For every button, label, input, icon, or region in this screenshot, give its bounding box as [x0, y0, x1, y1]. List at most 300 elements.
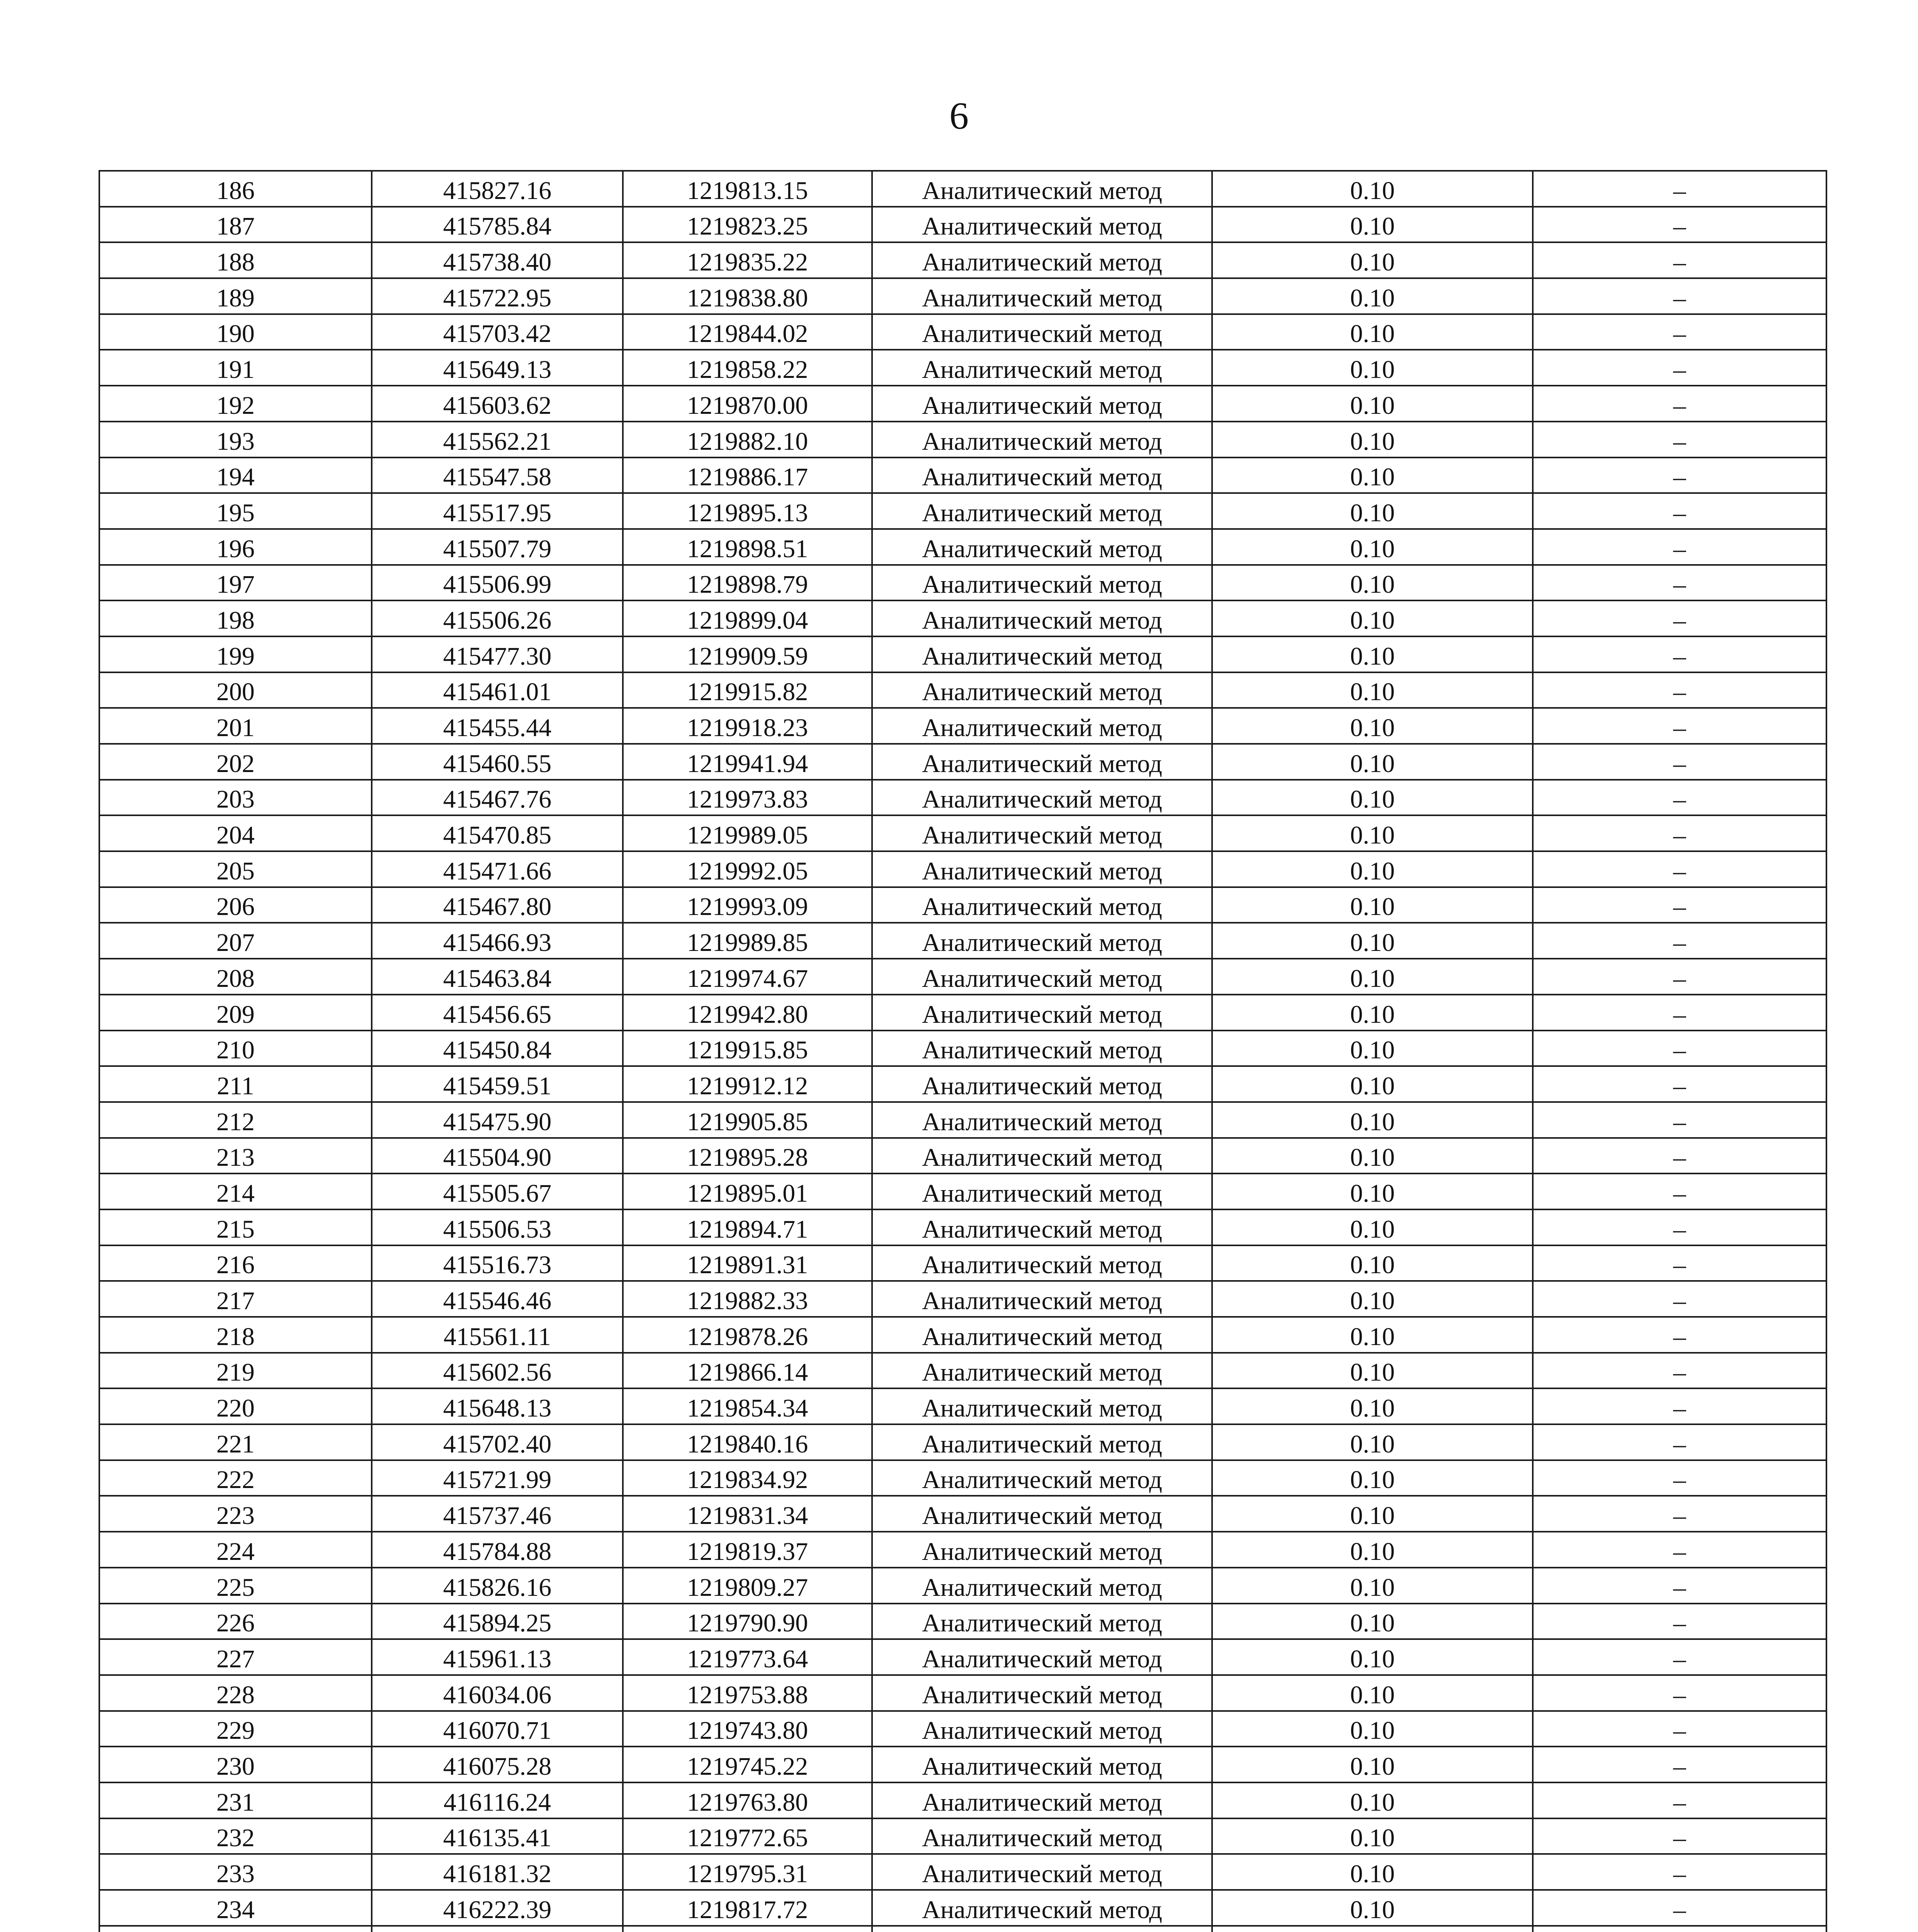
point-number-cell: 226 — [99, 1604, 372, 1639]
note-cell: – — [1533, 278, 1826, 314]
note-cell: – — [1533, 171, 1826, 207]
table-row — [99, 386, 1826, 422]
method-cell: Аналитический метод — [872, 815, 1212, 851]
x-coordinate-cell: 415466.93 — [372, 923, 623, 959]
table-row — [99, 1532, 1826, 1568]
point-number-cell: 189 — [99, 278, 372, 314]
point-number-cell: 197 — [99, 565, 372, 601]
point-number-cell: 207 — [99, 923, 372, 959]
method-cell: Аналитический метод — [872, 851, 1212, 887]
table-row — [99, 457, 1826, 493]
table-row — [99, 1604, 1826, 1639]
point-number-cell: 221 — [99, 1424, 372, 1460]
table-row — [99, 672, 1826, 708]
x-coordinate-cell: 416070.71 — [372, 1711, 623, 1747]
accuracy-cell: 0.10 — [1212, 278, 1533, 314]
accuracy-cell: 0.10 — [1212, 959, 1533, 995]
x-coordinate-cell: 415784.88 — [372, 1532, 623, 1568]
point-number-cell — [99, 1926, 372, 1932]
table-row — [99, 493, 1826, 529]
table-row — [99, 851, 1826, 887]
method-cell: Аналитический метод — [872, 672, 1212, 708]
x-coordinate-cell: 415470.85 — [372, 815, 623, 851]
x-coordinate-cell: 416075.28 — [372, 1747, 623, 1782]
accuracy-cell: 0.10 — [1212, 1747, 1533, 1782]
table-row — [99, 708, 1826, 744]
note-cell — [1533, 1926, 1826, 1932]
x-coordinate-cell: 415516.73 — [372, 1245, 623, 1281]
note-cell: – — [1533, 1138, 1826, 1174]
x-coordinate-cell: 415459.51 — [372, 1066, 623, 1102]
method-cell: Аналитический метод — [872, 1102, 1212, 1138]
method-cell: Аналитический метод — [872, 1209, 1212, 1245]
x-coordinate-cell: 415477.30 — [372, 636, 623, 672]
accuracy-cell: 0.10 — [1212, 1424, 1533, 1460]
table-row — [99, 1782, 1826, 1818]
accuracy-cell: 0.10 — [1212, 1281, 1533, 1317]
note-cell: – — [1533, 1496, 1826, 1532]
y-coordinate-cell: 1219993.09 — [623, 887, 872, 923]
accuracy-cell: 0.10 — [1212, 1639, 1533, 1675]
table-row — [99, 1854, 1826, 1890]
table-row — [99, 565, 1826, 601]
y-coordinate-cell: 1219831.34 — [623, 1496, 872, 1532]
table-row — [99, 422, 1826, 457]
method-cell: Аналитический метод — [872, 1604, 1212, 1639]
method-cell: Аналитический метод — [872, 1245, 1212, 1281]
x-coordinate-cell: 415702.40 — [372, 1424, 623, 1460]
x-coordinate-cell: 415894.25 — [372, 1604, 623, 1639]
x-coordinate-cell: 415517.95 — [372, 493, 623, 529]
note-cell: – — [1533, 457, 1826, 493]
accuracy-cell: 0.10 — [1212, 744, 1533, 780]
accuracy-cell: 0.10 — [1212, 708, 1533, 744]
table-row — [99, 1711, 1826, 1747]
accuracy-cell: 0.10 — [1212, 851, 1533, 887]
method-cell: Аналитический метод — [872, 923, 1212, 959]
accuracy-cell: 0.10 — [1212, 887, 1533, 923]
method-cell: Аналитический метод — [872, 1460, 1212, 1496]
point-number-cell: 209 — [99, 995, 372, 1031]
method-cell: Аналитический метод — [872, 708, 1212, 744]
x-coordinate-cell: 415505.67 — [372, 1173, 623, 1209]
y-coordinate-cell: 1219989.05 — [623, 815, 872, 851]
method-cell: Аналитический метод — [872, 422, 1212, 457]
method-cell: Аналитический метод — [872, 1532, 1212, 1568]
point-number-cell: 203 — [99, 780, 372, 816]
table-row — [99, 1317, 1826, 1353]
method-cell: Аналитический метод — [872, 1818, 1212, 1854]
method-cell: Аналитический метод — [872, 1353, 1212, 1389]
accuracy-cell: 0.10 — [1212, 529, 1533, 565]
table-row — [99, 636, 1826, 672]
note-cell: – — [1533, 529, 1826, 565]
x-coordinate-cell — [372, 1926, 623, 1932]
method-cell: Аналитический метод — [872, 565, 1212, 601]
accuracy-cell: 0.10 — [1212, 1675, 1533, 1711]
accuracy-cell: 0.10 — [1212, 1353, 1533, 1389]
y-coordinate-cell: 1219823.25 — [623, 207, 872, 243]
accuracy-cell: 0.10 — [1212, 565, 1533, 601]
point-number-cell: 191 — [99, 350, 372, 386]
x-coordinate-cell: 415721.99 — [372, 1460, 623, 1496]
accuracy-cell: 0.10 — [1212, 386, 1533, 422]
method-cell: Аналитический метод — [872, 1031, 1212, 1066]
table-row — [99, 242, 1826, 278]
note-cell: – — [1533, 493, 1826, 529]
x-coordinate-cell: 415738.40 — [372, 242, 623, 278]
y-coordinate-cell: 1219918.23 — [623, 708, 872, 744]
table-row — [99, 1245, 1826, 1281]
table-row — [99, 1496, 1826, 1532]
y-coordinate-cell: 1219915.82 — [623, 672, 872, 708]
note-cell: – — [1533, 1747, 1826, 1782]
note-cell: – — [1533, 207, 1826, 243]
point-number-cell: 206 — [99, 887, 372, 923]
x-coordinate-cell: 415546.46 — [372, 1281, 623, 1317]
accuracy-cell: 0.10 — [1212, 350, 1533, 386]
y-coordinate-cell: 1219895.01 — [623, 1173, 872, 1209]
x-coordinate-cell: 415561.11 — [372, 1317, 623, 1353]
point-number-cell: 220 — [99, 1388, 372, 1424]
accuracy-cell: 0.10 — [1212, 815, 1533, 851]
method-cell: Аналитический метод — [872, 493, 1212, 529]
y-coordinate-cell — [623, 1926, 872, 1932]
y-coordinate-cell: 1219941.94 — [623, 744, 872, 780]
method-cell: Аналитический метод — [872, 171, 1212, 207]
x-coordinate-cell: 415456.65 — [372, 995, 623, 1031]
x-coordinate-cell: 415722.95 — [372, 278, 623, 314]
accuracy-cell: 0.10 — [1212, 1138, 1533, 1174]
accuracy-cell: 0.10 — [1212, 672, 1533, 708]
y-coordinate-cell: 1219809.27 — [623, 1568, 872, 1604]
accuracy-cell: 0.10 — [1212, 207, 1533, 243]
x-coordinate-cell: 415467.80 — [372, 887, 623, 923]
accuracy-cell: 0.10 — [1212, 493, 1533, 529]
table-row — [99, 780, 1826, 816]
point-number-cell: 232 — [99, 1818, 372, 1854]
point-number-cell: 234 — [99, 1890, 372, 1926]
y-coordinate-cell: 1219854.34 — [623, 1388, 872, 1424]
x-coordinate-cell: 415460.55 — [372, 744, 623, 780]
point-number-cell: 190 — [99, 314, 372, 350]
x-coordinate-cell: 415785.84 — [372, 207, 623, 243]
method-cell: Аналитический метод — [872, 1890, 1212, 1926]
note-cell: – — [1533, 1102, 1826, 1138]
y-coordinate-cell: 1219891.31 — [623, 1245, 872, 1281]
y-coordinate-cell: 1219819.37 — [623, 1532, 872, 1568]
note-cell: – — [1533, 1604, 1826, 1639]
x-coordinate-cell: 415504.90 — [372, 1138, 623, 1174]
method-cell: Аналитический метод — [872, 1747, 1212, 1782]
x-coordinate-cell: 415461.01 — [372, 672, 623, 708]
x-coordinate-cell: 415827.16 — [372, 171, 623, 207]
method-cell: Аналитический метод — [872, 744, 1212, 780]
y-coordinate-cell: 1219813.15 — [623, 171, 872, 207]
method-cell: Аналитический метод — [872, 995, 1212, 1031]
note-cell: – — [1533, 887, 1826, 923]
y-coordinate-cell: 1219840.16 — [623, 1424, 872, 1460]
method-cell: Аналитический метод — [872, 600, 1212, 636]
method-cell: Аналитический метод — [872, 1639, 1212, 1675]
y-coordinate-cell: 1219899.04 — [623, 600, 872, 636]
note-cell: – — [1533, 600, 1826, 636]
x-coordinate-cell: 415507.79 — [372, 529, 623, 565]
x-coordinate-cell: 415826.16 — [372, 1568, 623, 1604]
y-coordinate-cell: 1219974.67 — [623, 959, 872, 995]
point-number-cell: 205 — [99, 851, 372, 887]
note-cell: – — [1533, 1675, 1826, 1711]
y-coordinate-cell: 1219878.26 — [623, 1317, 872, 1353]
y-coordinate-cell: 1219973.83 — [623, 780, 872, 816]
table-row — [99, 887, 1826, 923]
y-coordinate-cell: 1219844.02 — [623, 314, 872, 350]
point-number-cell: 223 — [99, 1496, 372, 1532]
x-coordinate-cell: 415450.84 — [372, 1031, 623, 1066]
note-cell: – — [1533, 995, 1826, 1031]
accuracy-cell: 0.10 — [1212, 636, 1533, 672]
note-cell: – — [1533, 923, 1826, 959]
accuracy-cell: 0.10 — [1212, 422, 1533, 457]
note-cell: – — [1533, 1317, 1826, 1353]
point-number-cell: 201 — [99, 708, 372, 744]
point-number-cell: 222 — [99, 1460, 372, 1496]
note-cell: – — [1533, 1353, 1826, 1389]
table-row — [99, 959, 1826, 995]
note-cell: – — [1533, 1031, 1826, 1066]
coordinates-table — [99, 170, 1827, 1932]
note-cell: – — [1533, 672, 1826, 708]
y-coordinate-cell: 1219895.13 — [623, 493, 872, 529]
note-cell: – — [1533, 851, 1826, 887]
note-cell: – — [1533, 636, 1826, 672]
point-number-cell: 229 — [99, 1711, 372, 1747]
x-coordinate-cell: 415649.13 — [372, 350, 623, 386]
note-cell: – — [1533, 1568, 1826, 1604]
x-coordinate-cell: 416135.41 — [372, 1818, 623, 1854]
method-cell: Аналитический метод — [872, 1675, 1212, 1711]
y-coordinate-cell: 1219838.80 — [623, 278, 872, 314]
point-number-cell: 194 — [99, 457, 372, 493]
point-number-cell: 188 — [99, 242, 372, 278]
note-cell: – — [1533, 242, 1826, 278]
x-coordinate-cell: 415506.99 — [372, 565, 623, 601]
x-coordinate-cell: 415602.56 — [372, 1353, 623, 1389]
x-coordinate-cell: 415703.42 — [372, 314, 623, 350]
point-number-cell: 224 — [99, 1532, 372, 1568]
point-number-cell: 230 — [99, 1747, 372, 1782]
method-cell: Аналитический метод — [872, 1317, 1212, 1353]
y-coordinate-cell: 1219763.80 — [623, 1782, 872, 1818]
note-cell: – — [1533, 1854, 1826, 1890]
y-coordinate-cell: 1219905.85 — [623, 1102, 872, 1138]
accuracy-cell: 0.10 — [1212, 457, 1533, 493]
y-coordinate-cell: 1219915.85 — [623, 1031, 872, 1066]
method-cell: Аналитический метод — [872, 1496, 1212, 1532]
y-coordinate-cell: 1219989.85 — [623, 923, 872, 959]
accuracy-cell: 0.10 — [1212, 1604, 1533, 1639]
point-number-cell: 196 — [99, 529, 372, 565]
x-coordinate-cell: 415562.21 — [372, 422, 623, 457]
x-coordinate-cell: 416222.39 — [372, 1890, 623, 1926]
note-cell: – — [1533, 744, 1826, 780]
table-row — [99, 1675, 1826, 1711]
point-number-cell: 199 — [99, 636, 372, 672]
point-number-cell: 227 — [99, 1639, 372, 1675]
point-number-cell: 192 — [99, 386, 372, 422]
accuracy-cell: 0.10 — [1212, 1209, 1533, 1245]
table-row — [99, 1424, 1826, 1460]
point-number-cell: 193 — [99, 422, 372, 457]
y-coordinate-cell: 1219743.80 — [623, 1711, 872, 1747]
note-cell: – — [1533, 1424, 1826, 1460]
x-coordinate-cell: 415463.84 — [372, 959, 623, 995]
accuracy-cell: 0.10 — [1212, 1496, 1533, 1532]
table-row — [99, 744, 1826, 780]
note-cell: – — [1533, 1711, 1826, 1747]
note-cell: – — [1533, 1245, 1826, 1281]
y-coordinate-cell: 1219834.92 — [623, 1460, 872, 1496]
note-cell: – — [1533, 1782, 1826, 1818]
method-cell: Аналитический метод — [872, 242, 1212, 278]
y-coordinate-cell: 1219858.22 — [623, 350, 872, 386]
y-coordinate-cell: 1219745.22 — [623, 1747, 872, 1782]
y-coordinate-cell: 1219912.12 — [623, 1066, 872, 1102]
point-number-cell: 204 — [99, 815, 372, 851]
table-row — [99, 1568, 1826, 1604]
x-coordinate-cell: 415506.26 — [372, 600, 623, 636]
note-cell: – — [1533, 708, 1826, 744]
y-coordinate-cell: 1219882.10 — [623, 422, 872, 457]
accuracy-cell: 0.10 — [1212, 1102, 1533, 1138]
y-coordinate-cell: 1219753.88 — [623, 1675, 872, 1711]
y-coordinate-cell: 1219898.79 — [623, 565, 872, 601]
x-coordinate-cell: 416116.24 — [372, 1782, 623, 1818]
table-row — [99, 207, 1826, 243]
x-coordinate-cell: 415603.62 — [372, 386, 623, 422]
method-cell: Аналитический метод — [872, 314, 1212, 350]
table-row — [99, 1102, 1826, 1138]
table-row — [99, 1818, 1826, 1854]
y-coordinate-cell: 1219772.65 — [623, 1818, 872, 1854]
table-row — [99, 923, 1826, 959]
table-row — [99, 1747, 1826, 1782]
point-number-cell: 219 — [99, 1353, 372, 1389]
page-number: 6 — [949, 94, 969, 137]
accuracy-cell: 0.10 — [1212, 1890, 1533, 1926]
table-row — [99, 529, 1826, 565]
x-coordinate-cell: 416034.06 — [372, 1675, 623, 1711]
note-cell: – — [1533, 1066, 1826, 1102]
x-coordinate-cell: 415455.44 — [372, 708, 623, 744]
x-coordinate-cell: 415471.66 — [372, 851, 623, 887]
y-coordinate-cell: 1219909.59 — [623, 636, 872, 672]
point-number-cell: 186 — [99, 171, 372, 207]
note-cell: – — [1533, 1890, 1826, 1926]
x-coordinate-cell: 415547.58 — [372, 457, 623, 493]
accuracy-cell: 0.10 — [1212, 1711, 1533, 1747]
method-cell: Аналитический метод — [872, 636, 1212, 672]
method-cell — [872, 1926, 1212, 1932]
point-number-cell: 202 — [99, 744, 372, 780]
note-cell: – — [1533, 1532, 1826, 1568]
accuracy-cell: 0.10 — [1212, 1532, 1533, 1568]
method-cell: Аналитический метод — [872, 278, 1212, 314]
method-cell: Аналитический метод — [872, 1854, 1212, 1890]
accuracy-cell: 0.10 — [1212, 780, 1533, 816]
method-cell: Аналитический метод — [872, 780, 1212, 816]
note-cell: – — [1533, 350, 1826, 386]
x-coordinate-cell: 415475.90 — [372, 1102, 623, 1138]
table-row — [99, 1639, 1826, 1675]
table-row — [99, 1388, 1826, 1424]
accuracy-cell: 0.10 — [1212, 1245, 1533, 1281]
accuracy-cell: 0.10 — [1212, 600, 1533, 636]
note-cell: – — [1533, 1209, 1826, 1245]
method-cell: Аналитический метод — [872, 529, 1212, 565]
table-row — [99, 1353, 1826, 1389]
note-cell: – — [1533, 314, 1826, 350]
accuracy-cell: 0.10 — [1212, 1031, 1533, 1066]
note-cell: – — [1533, 1818, 1826, 1854]
note-cell: – — [1533, 1173, 1826, 1209]
method-cell: Аналитический метод — [872, 1173, 1212, 1209]
y-coordinate-cell: 1219835.22 — [623, 242, 872, 278]
method-cell: Аналитический метод — [872, 887, 1212, 923]
point-number-cell: 211 — [99, 1066, 372, 1102]
point-number-cell: 225 — [99, 1568, 372, 1604]
note-cell: – — [1533, 422, 1826, 457]
accuracy-cell: 0.10 — [1212, 171, 1533, 207]
y-coordinate-cell: 1219886.17 — [623, 457, 872, 493]
y-coordinate-cell: 1219942.80 — [623, 995, 872, 1031]
coordinates-table-body — [99, 171, 1826, 1932]
accuracy-cell: 0.10 — [1212, 1173, 1533, 1209]
y-coordinate-cell: 1219773.64 — [623, 1639, 872, 1675]
table-row — [99, 995, 1826, 1031]
y-coordinate-cell: 1219894.71 — [623, 1209, 872, 1245]
point-number-cell: 195 — [99, 493, 372, 529]
table-row — [99, 815, 1826, 851]
point-number-cell: 200 — [99, 672, 372, 708]
point-number-cell: 213 — [99, 1138, 372, 1174]
method-cell: Аналитический метод — [872, 1388, 1212, 1424]
note-cell: – — [1533, 815, 1826, 851]
point-number-cell: 218 — [99, 1317, 372, 1353]
table-row — [99, 1281, 1826, 1317]
accuracy-cell: 0.10 — [1212, 923, 1533, 959]
point-number-cell: 217 — [99, 1281, 372, 1317]
method-cell: Аналитический метод — [872, 1424, 1212, 1460]
y-coordinate-cell: 1219795.31 — [623, 1854, 872, 1890]
x-coordinate-cell: 415737.46 — [372, 1496, 623, 1532]
point-number-cell: 231 — [99, 1782, 372, 1818]
table-row — [99, 600, 1826, 636]
table-row — [99, 1031, 1826, 1066]
y-coordinate-cell: 1219882.33 — [623, 1281, 872, 1317]
x-coordinate-cell: 415961.13 — [372, 1639, 623, 1675]
accuracy-cell: 0.10 — [1212, 1818, 1533, 1854]
accuracy-cell: 0.10 — [1212, 1066, 1533, 1102]
y-coordinate-cell: 1219870.00 — [623, 386, 872, 422]
y-coordinate-cell: 1219866.14 — [623, 1353, 872, 1389]
table-row — [99, 1138, 1826, 1174]
method-cell: Аналитический метод — [872, 207, 1212, 243]
accuracy-cell: 0.10 — [1212, 995, 1533, 1031]
note-cell: – — [1533, 1460, 1826, 1496]
table-row — [99, 314, 1826, 350]
y-coordinate-cell: 1219898.51 — [623, 529, 872, 565]
